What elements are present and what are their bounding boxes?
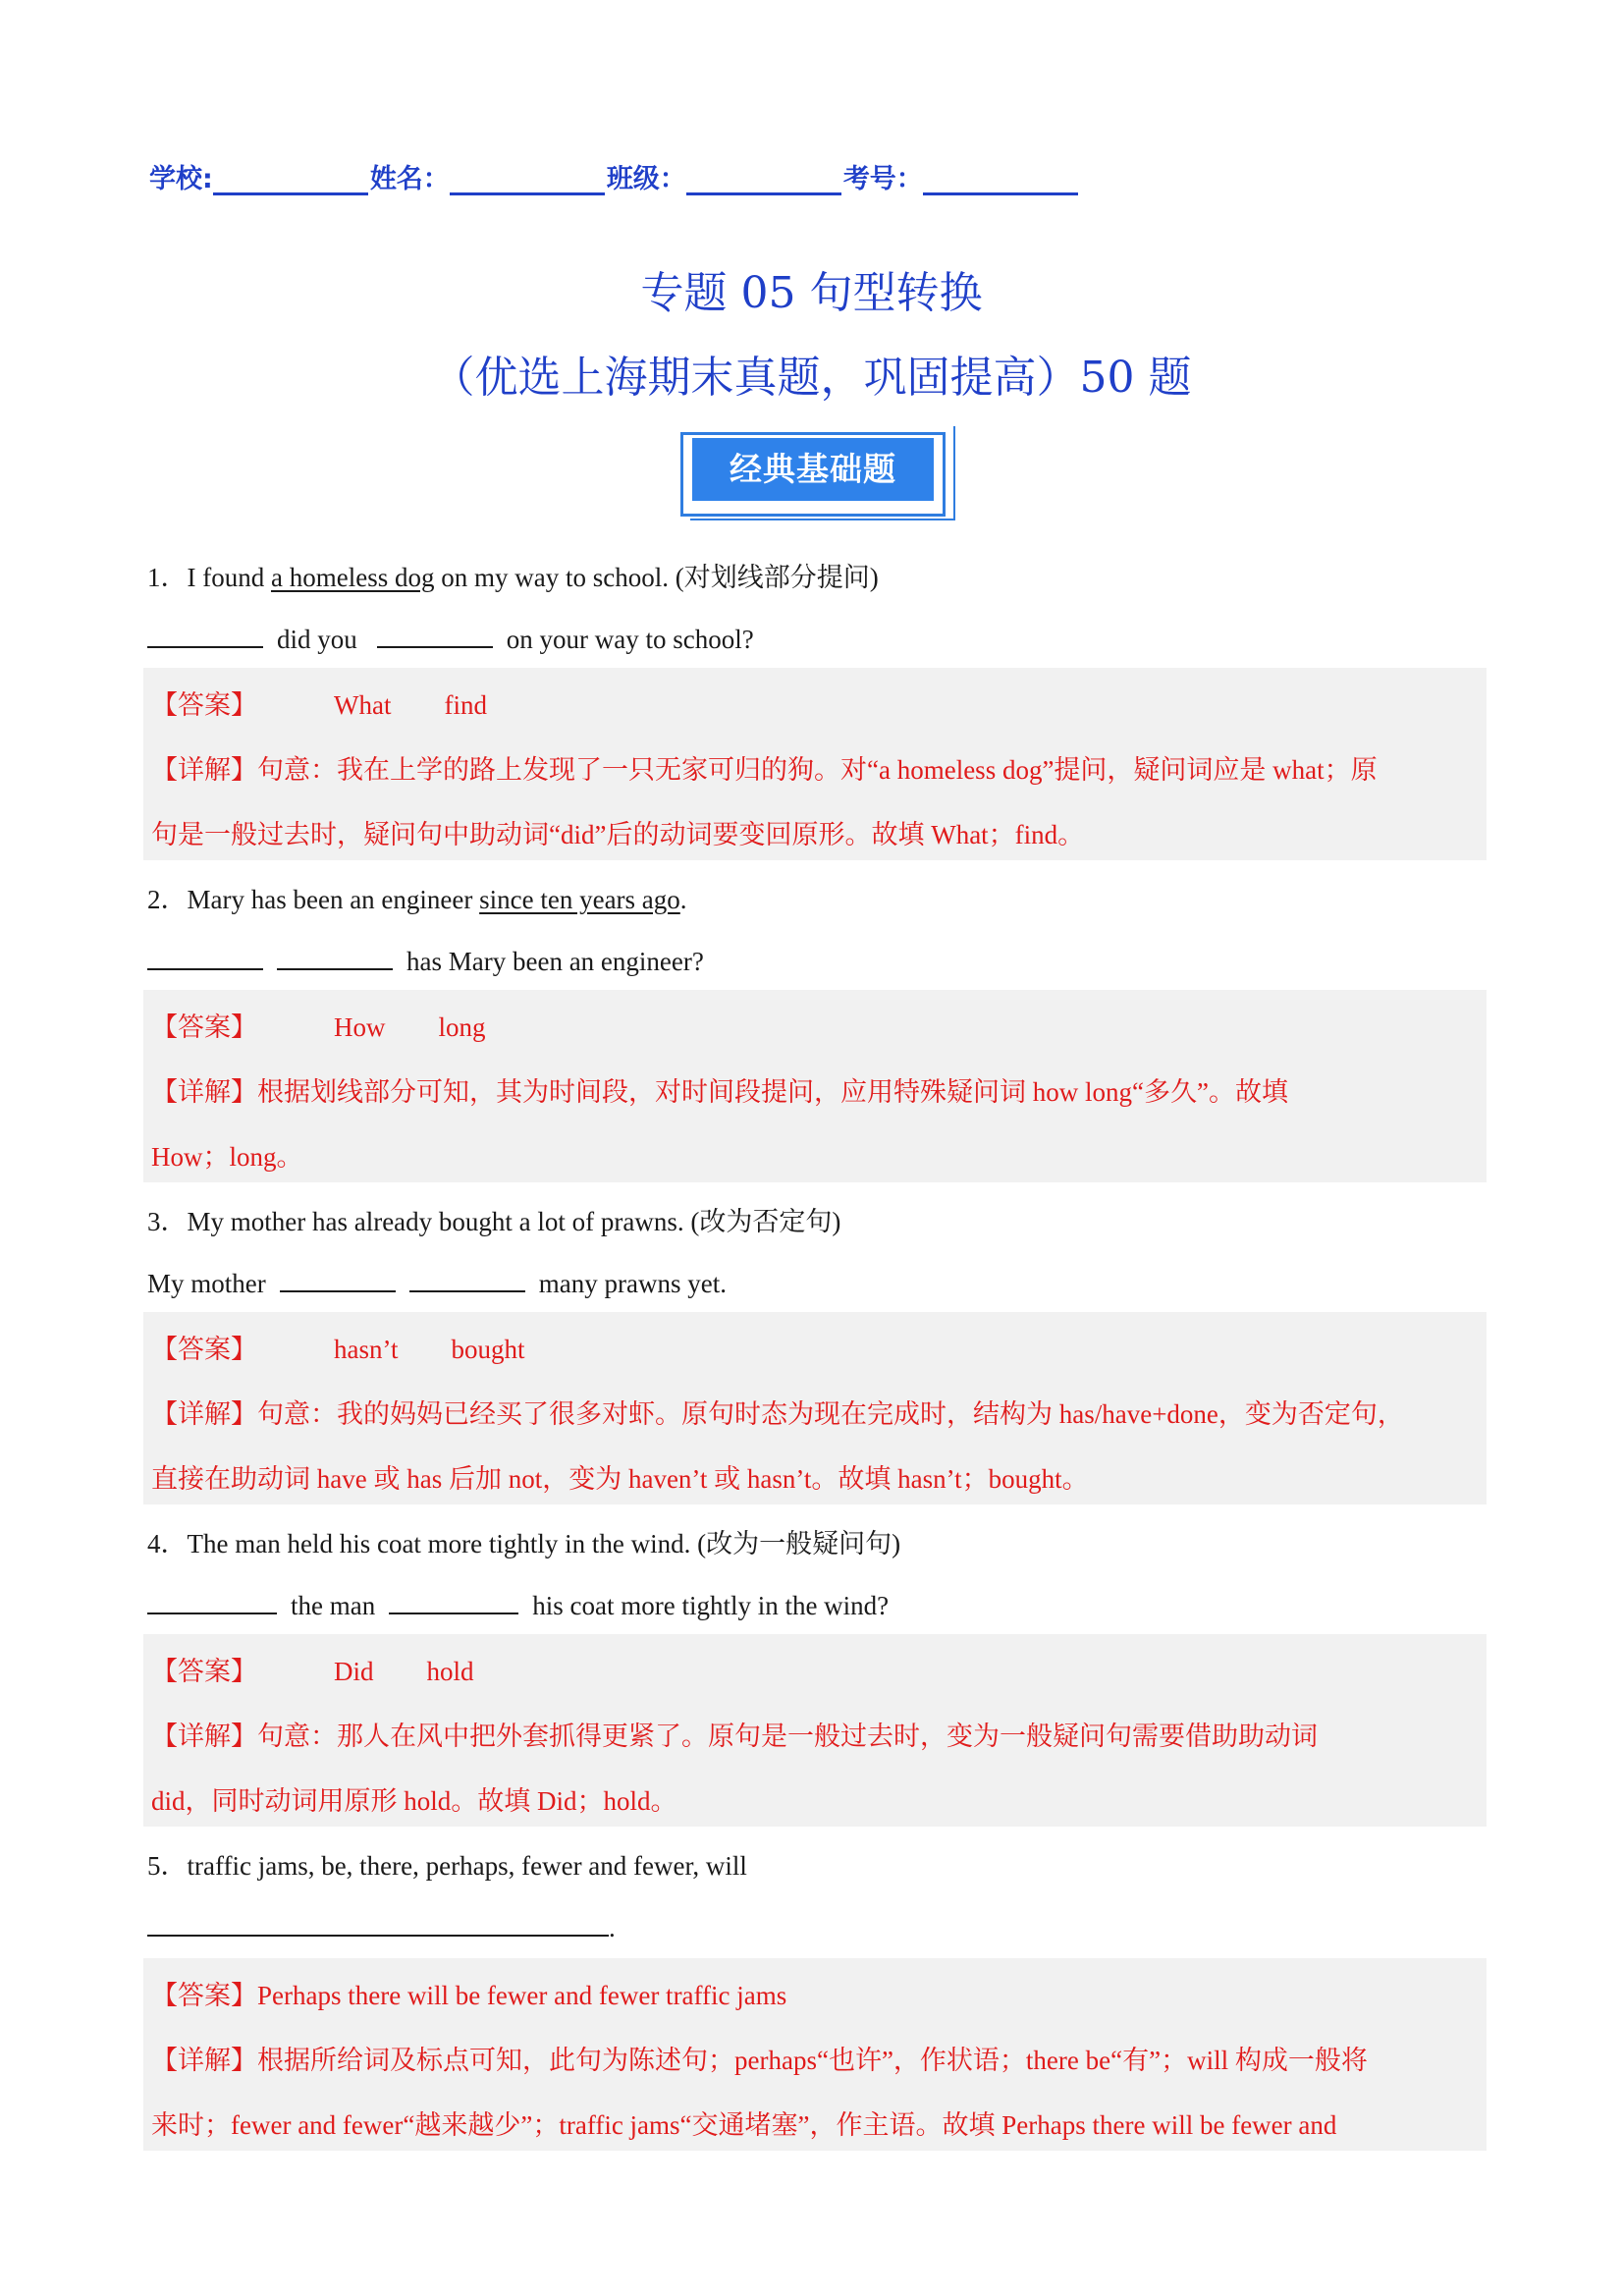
detail-text: How；long。 [151, 1142, 303, 1172]
detail-line [151, 1393, 1404, 1431]
question-text: Mary has been an engineer [187, 885, 480, 914]
answer-blank[interactable] [147, 1909, 609, 1937]
answer-blank[interactable] [409, 1265, 525, 1292]
question-1 [147, 556, 879, 594]
question-4-fill [147, 1587, 889, 1621]
detail-tag: 【详解】 [151, 1722, 257, 1752]
detail-line [151, 1779, 677, 1818]
question-3 [147, 1200, 840, 1238]
answer-value: hold [426, 1657, 474, 1686]
detail-line [151, 2039, 1368, 2077]
detail-line [151, 813, 1084, 851]
detail-line [151, 1135, 303, 1174]
answer-blank[interactable] [147, 1587, 277, 1614]
answer-line [151, 1974, 786, 2012]
question-5-fill [147, 1909, 616, 1943]
badge-label: 经典基础题 [692, 438, 934, 501]
question-number: 1． [147, 563, 188, 592]
answer-line [151, 1650, 474, 1688]
answer-value: What [334, 690, 392, 720]
answer-value: How [334, 1012, 386, 1042]
question-text: traffic jams, be, there, perhaps, fewer and fewer, will [187, 1851, 747, 1881]
school-blank[interactable] [213, 163, 368, 195]
question-text: The man held his coat more tightly in the wind. (改为一般疑问句) [187, 1529, 901, 1558]
question-number: 4． [147, 1529, 188, 1558]
question-text: I found [187, 563, 271, 592]
answer-value: Did [334, 1657, 374, 1686]
fill-text: on your way to school? [506, 625, 754, 654]
class-label: 班级： [606, 164, 686, 194]
answer-tag: 【答案】 [151, 1981, 257, 2011]
question-text: My mother has already bought a lot of prawns. (改为否定句) [187, 1207, 841, 1236]
detail-text: 根据划线部分可知，其为时间段，对时间段提问，应用特殊疑问词 how long“多久”。故填 [257, 1077, 1288, 1107]
detail-line [151, 1070, 1288, 1109]
detail-text: 来时；fewer and fewer“越来越少”；traffic jams“交通堵塞”，作主语。故填 Perhaps there will be fewer and [151, 2110, 1337, 2140]
answer-line [151, 683, 487, 722]
detail-text: 根据所给词及标点可知，此句为陈述句；perhaps“也许”，作状语；there be“有”；will 构成一般将 [257, 2046, 1368, 2075]
answer-tag: 【答案】 [151, 1657, 257, 1687]
answer-value: hasn’t [334, 1335, 399, 1364]
page-subtitle: （优选上海期末真题，巩固提高）50 题 [431, 353, 1192, 403]
detail-tag: 【详解】 [151, 755, 257, 786]
fill-text: did you [277, 625, 357, 654]
question-2-fill [147, 943, 704, 977]
page-title: 专题 05 句型转换 [640, 268, 983, 318]
question-text: on my way to school. (对划线部分提问) [434, 563, 879, 592]
fill-text: My mother [147, 1269, 266, 1298]
answer-value: find [444, 690, 487, 720]
detail-text: 句意：我的妈妈已经买了很多对虾。原句时态为现在完成时，结构为 has/have+done，变为否定句， [257, 1399, 1404, 1429]
detail-tag: 【详解】 [151, 1399, 257, 1430]
question-number: 3． [147, 1207, 188, 1236]
exam-no-label: 考号： [842, 164, 923, 194]
question-4 [147, 1522, 900, 1560]
question-text: . [679, 885, 687, 914]
detail-text: 直接在助动词 have 或 has 后加 not，变为 haven’t 或 hasn’t。故填 hasn’t；bought。 [151, 1464, 1089, 1494]
answer-blank[interactable] [277, 943, 393, 970]
fill-text: . [609, 1913, 616, 1942]
answer-value: long [438, 1012, 486, 1042]
student-info-header [149, 157, 1080, 195]
detail-tag: 【详解】 [151, 1077, 257, 1108]
answer-blank[interactable] [147, 621, 263, 648]
answer-tag: 【答案】 [151, 1012, 257, 1043]
detail-line [151, 1457, 1089, 1496]
detail-text: 句是一般过去时，疑问句中助动词“did”后的动词要变回原形。故填 What；find。 [151, 820, 1085, 849]
answer-line [151, 1328, 525, 1366]
name-blank[interactable] [450, 163, 605, 195]
detail-line [151, 2104, 1336, 2142]
answer-value: Perhaps there will be fewer and fewer traffic jams [257, 1981, 787, 2010]
question-number: 5． [147, 1851, 188, 1881]
question-5 [147, 1844, 747, 1883]
question-1-fill [147, 621, 754, 655]
answer-blank[interactable] [147, 943, 263, 970]
fill-text: has Mary been an engineer? [406, 947, 704, 976]
fill-text: his coat more tightly in the wind? [532, 1591, 890, 1620]
answer-blank[interactable] [389, 1587, 518, 1614]
detail-text: 句意：那人在风中把外套抓得更紧了。原句是一般过去时，变为一般疑问句需要借助助动词 [257, 1722, 1318, 1751]
answer-tag: 【答案】 [151, 1335, 257, 1365]
answer-blank[interactable] [377, 621, 493, 648]
answer-blank[interactable] [280, 1265, 396, 1292]
detail-tag: 【详解】 [151, 2046, 257, 2076]
school-label: 学校: [149, 164, 213, 194]
detail-text: did，同时动词用原形 hold。故填 Did；hold。 [151, 1786, 677, 1816]
underlined-phrase: a homeless dog [270, 563, 435, 592]
detail-text: 句意：我在上学的路上发现了一只无家可归的狗。对“a homeless dog”提问，疑问词应是 what；原 [257, 755, 1378, 785]
question-number: 2． [147, 885, 188, 914]
section-badge [680, 426, 955, 524]
answer-line [151, 1006, 486, 1044]
answer-tag: 【答案】 [151, 690, 257, 721]
answer-value: bought [451, 1335, 525, 1364]
question-3-fill [147, 1265, 727, 1299]
fill-text: many prawns yet. [538, 1269, 727, 1298]
detail-line [151, 748, 1378, 787]
exam-no-blank[interactable] [923, 163, 1078, 195]
fill-text: the man [291, 1591, 376, 1620]
detail-line [151, 1715, 1318, 1753]
question-2 [147, 878, 687, 916]
class-blank[interactable] [686, 163, 841, 195]
underlined-phrase: since ten years ago [479, 885, 680, 914]
name-label: 姓名： [369, 164, 450, 194]
